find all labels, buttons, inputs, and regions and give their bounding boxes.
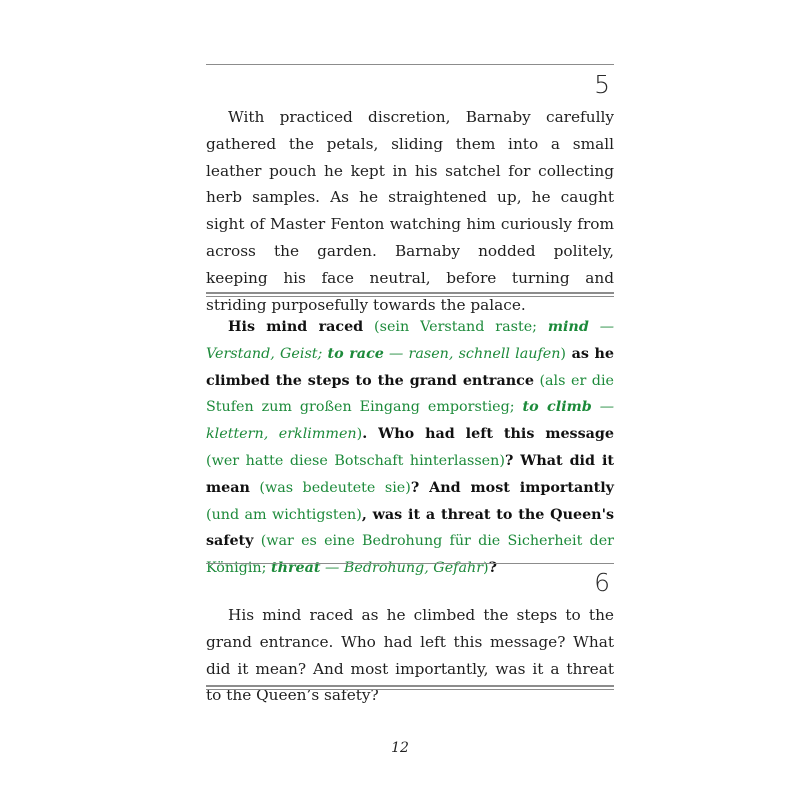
annotation-segment: ? What did it mean (206, 452, 614, 496)
section-6-end-rule (206, 685, 614, 690)
annotation-segment: — Bedrohung, Gefahr (320, 560, 484, 577)
annotation-segment: (als er die Stufen zum großen Eingang emporstieg; (206, 372, 614, 416)
annotation-segment: His mind raced (228, 319, 364, 335)
section-divider-6 (206, 563, 614, 564)
annotation-segment: (was bedeutete sie) (249, 479, 411, 496)
annotation-segment: . Who had left this message (362, 426, 614, 443)
annotation-segment: ) (483, 560, 489, 577)
section-6-paragraph: His mind raced as he climbed the steps to the grand entrance. Who had left this message? What did it mean? And most importantly, was it a threat to the Queen’s safety? (206, 606, 614, 705)
annotation-segment: to climb (522, 399, 592, 416)
annotation-segment: ? (488, 560, 498, 577)
annotation-segment: (und am wichtigsten) (206, 506, 362, 523)
annotation-segment: ) (560, 345, 566, 362)
annotation-segment: mind (547, 319, 589, 335)
annotation-segment: — Verstand, Geist; (206, 319, 614, 362)
section-divider-top (206, 64, 614, 65)
annotation-segment: — rasen, schnell laufen (383, 345, 561, 362)
page-number: 12 (391, 740, 409, 756)
annotation-segment: (sein Verstand raste; (363, 319, 548, 335)
annotation-segment: threat (270, 560, 321, 577)
annotation-segment: (wer hatte diese Botschaft hinterlassen) (206, 452, 505, 469)
section-number-5: 5 (594, 70, 610, 99)
section-5-paragraph: With practiced discretion, Barnaby carefully gathered the petals, sliding them into a small leather pouch he kept in his satchel for collecting herb samples. As he straightened up, he caught sight of Master Fenton watching him curiously from across the garden. Barnaby nodded politely, keeping his face neutral, before turning and striding purposefully towards the palace. (206, 108, 614, 314)
annotation-segment: ) (356, 426, 363, 443)
annotation-segment: to race (327, 345, 384, 362)
annotation-segment: ? And most importantly (410, 479, 614, 496)
annotated-paragraph (206, 314, 614, 582)
annotation-segment: , was it a threat to the Queen's safety (206, 506, 614, 550)
annotation-segment: — klettern, erklimmen (206, 399, 614, 443)
section-number-6: 6 (594, 568, 610, 597)
section-5-end-rule (206, 292, 614, 297)
annotation-segment: (war es eine Bedrohung für die Sicherheit der Königin; (206, 533, 614, 577)
annotation-segment: as he climbed the steps to the grand entrance (206, 345, 614, 389)
